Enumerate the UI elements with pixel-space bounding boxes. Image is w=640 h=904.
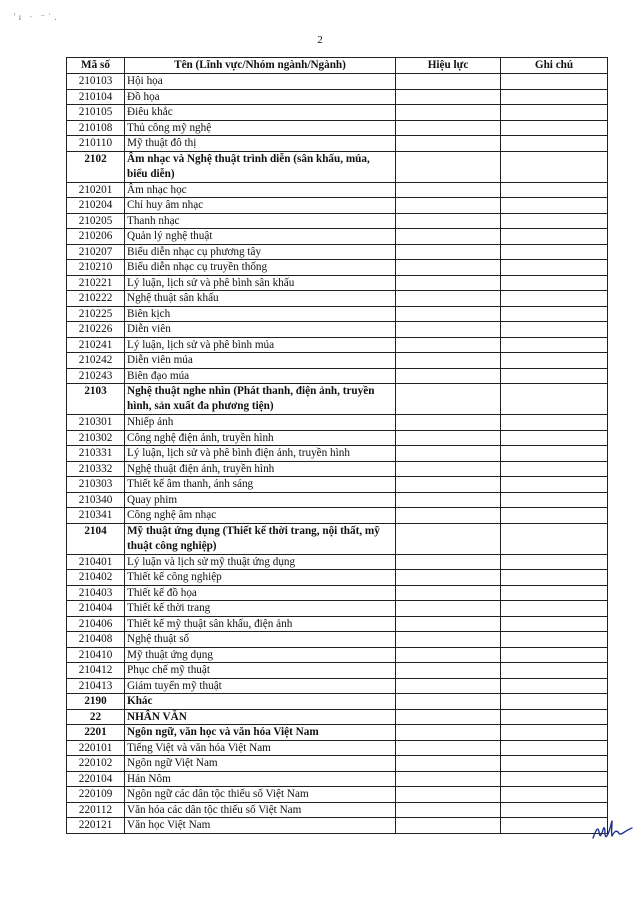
cell-name: Ngôn ngữ Việt Nam [125,756,396,772]
cell-note [501,105,608,121]
classification-table [66,57,608,834]
cell-code: 210410 [67,647,125,663]
table-row [67,570,608,586]
cell-name: Thiết kế đồ họa [125,585,396,601]
cell-code: 210226 [67,322,125,338]
cell-effect [396,198,501,214]
table-row-group [67,151,608,182]
cell-effect [396,771,501,787]
cell-note [501,229,608,245]
cell-code: 210205 [67,213,125,229]
table-row [67,136,608,152]
cell-effect [396,182,501,198]
table-row [67,244,608,260]
cell-note [501,182,608,198]
cell-note [501,508,608,524]
cell-code: 210401 [67,554,125,570]
cell-note [501,244,608,260]
cell-effect [396,120,501,136]
cell-code: 2104 [67,523,125,554]
cell-name: Công nghệ điện ảnh, truyền hình [125,430,396,446]
table-row [67,74,608,90]
cell-name: Nhiếp ảnh [125,415,396,431]
cell-effect [396,740,501,756]
cell-name: Nghệ thuật số [125,632,396,648]
table-row [67,663,608,679]
cell-code: 210341 [67,508,125,524]
table-row [67,260,608,276]
table-row [67,213,608,229]
table-row [67,554,608,570]
cell-effect [396,647,501,663]
cell-note [501,322,608,338]
cell-effect [396,585,501,601]
cell-name: Thiết kế công nghiệp [125,570,396,586]
cell-effect [396,244,501,260]
cell-note [501,694,608,710]
cell-code: 210201 [67,182,125,198]
cell-note [501,213,608,229]
cell-effect [396,446,501,462]
cell-code: 2102 [67,151,125,182]
cell-name: Biểu diễn nhạc cụ phương tây [125,244,396,260]
cell-name: Thiết kế mỹ thuật sân khấu, điện ảnh [125,616,396,632]
cell-note [501,337,608,353]
cell-code: 210105 [67,105,125,121]
cell-code: 210206 [67,229,125,245]
cell-name: Thủ công mỹ nghệ [125,120,396,136]
cell-note [501,771,608,787]
table-body [67,74,608,834]
cell-code: 210340 [67,492,125,508]
table-row [67,229,608,245]
table-row [67,322,608,338]
cell-name: Văn hóa các dân tộc thiểu số Việt Nam [125,802,396,818]
cell-effect [396,275,501,291]
cell-code: 210413 [67,678,125,694]
cell-note [501,136,608,152]
cell-effect [396,430,501,446]
cell-note [501,415,608,431]
table-header-row [67,58,608,74]
cell-effect [396,322,501,338]
table-row [67,740,608,756]
table-row [67,492,608,508]
cell-code: 210242 [67,353,125,369]
cell-code: 220104 [67,771,125,787]
table-row [67,198,608,214]
cell-code: 22 [67,709,125,725]
cell-code: 210210 [67,260,125,276]
header-note: Ghi chú [501,58,608,74]
table-row [67,337,608,353]
cell-code: 2201 [67,725,125,741]
cell-name: Biểu diễn nhạc cụ truyền thống [125,260,396,276]
cell-code: 210331 [67,446,125,462]
cell-code: 210403 [67,585,125,601]
cell-name: Giám tuyển mỹ thuật [125,678,396,694]
cell-note [501,384,608,415]
table-row [67,647,608,663]
table-row [67,601,608,617]
cell-note [501,461,608,477]
cell-code: 220109 [67,787,125,803]
cell-note [501,89,608,105]
cell-code: 210412 [67,663,125,679]
cell-name: Nghệ thuật điện ảnh, truyền hình [125,461,396,477]
table-row [67,508,608,524]
table-row [67,787,608,803]
cell-effect [396,508,501,524]
cell-code: 210103 [67,74,125,90]
cell-effect [396,678,501,694]
cell-note [501,725,608,741]
cell-name: Nghệ thuật nghe nhìn (Phát thanh, điện ảnh, truyền hình, sản xuất đa phương tiện) [125,384,396,415]
cell-effect [396,105,501,121]
cell-effect [396,384,501,415]
cell-name: Biên kịch [125,306,396,322]
cell-note [501,632,608,648]
cell-note [501,430,608,446]
table-row [67,182,608,198]
cell-code: 2103 [67,384,125,415]
cell-effect [396,213,501,229]
cell-note [501,678,608,694]
table-row [67,120,608,136]
cell-effect [396,601,501,617]
cell-effect [396,461,501,477]
table-row-group [67,694,608,710]
cell-effect [396,415,501,431]
cell-note [501,477,608,493]
table-row [67,678,608,694]
cell-code: 220112 [67,802,125,818]
cell-name: Lý luận, lịch sử và phê bình múa [125,337,396,353]
cell-note [501,492,608,508]
cell-note [501,647,608,663]
cell-name: Biên đạo múa [125,368,396,384]
cell-effect [396,694,501,710]
cell-name: Lý luận và lịch sử mỹ thuật ứng dụng [125,554,396,570]
cell-note [501,291,608,307]
cell-code: 210302 [67,430,125,446]
cell-note [501,554,608,570]
table-row [67,105,608,121]
cell-code: 210301 [67,415,125,431]
cell-name: Lý luận, lịch sử và phê bình sân khấu [125,275,396,291]
cell-code: 220102 [67,756,125,772]
cell-name: Thiết kế âm thanh, ánh sáng [125,477,396,493]
table-row-group [67,523,608,554]
cell-name: Mỹ thuật đô thị [125,136,396,152]
cell-name: Phục chế mỹ thuật [125,663,396,679]
cell-note [501,740,608,756]
cell-code: 210222 [67,291,125,307]
cell-effect [396,709,501,725]
cell-name: Mỹ thuật ứng dụng [125,647,396,663]
cell-code: 210110 [67,136,125,152]
table-row [67,415,608,431]
cell-effect [396,725,501,741]
cell-effect [396,353,501,369]
table-row [67,461,608,477]
cell-name: NHÂN VĂN [125,709,396,725]
table-row [67,771,608,787]
cell-name: Đồ họa [125,89,396,105]
cell-name: Khác [125,694,396,710]
cell-note [501,585,608,601]
cell-code: 210241 [67,337,125,353]
cell-effect [396,787,501,803]
cell-effect [396,260,501,276]
cell-code: 210108 [67,120,125,136]
cell-name: Chỉ huy âm nhạc [125,198,396,214]
table-row [67,306,608,322]
cell-note [501,756,608,772]
cell-name: Hội họa [125,74,396,90]
table-row [67,802,608,818]
table-row [67,275,608,291]
cell-note [501,663,608,679]
cell-name: Quay phim [125,492,396,508]
cell-effect [396,136,501,152]
cell-name: Ngôn ngữ, văn học và văn hóa Việt Nam [125,725,396,741]
cell-code: 210204 [67,198,125,214]
table-row [67,632,608,648]
table-row [67,477,608,493]
page-number: 2 [317,34,323,46]
cell-code: 210404 [67,601,125,617]
cell-name: Tiếng Việt và văn hóa Việt Nam [125,740,396,756]
cell-effect [396,151,501,182]
cell-note [501,120,608,136]
cell-code: 210221 [67,275,125,291]
table-row-group [67,709,608,725]
cell-effect [396,616,501,632]
table-row [67,446,608,462]
cell-effect [396,756,501,772]
cell-name: Hán Nôm [125,771,396,787]
corner-marks: 'ı ‧ ⁻ˈ. [14,12,60,22]
cell-note [501,198,608,214]
cell-effect [396,663,501,679]
cell-note [501,446,608,462]
cell-effect [396,554,501,570]
cell-effect [396,492,501,508]
header-name: Tên (Lĩnh vực/Nhóm ngành/Ngành) [125,58,396,74]
cell-effect [396,802,501,818]
cell-effect [396,570,501,586]
cell-effect [396,632,501,648]
cell-effect [396,229,501,245]
header-code: Mã số [67,58,125,74]
table-row [67,430,608,446]
cell-code: 220101 [67,740,125,756]
table-row [67,353,608,369]
cell-name: Ngôn ngữ các dân tộc thiểu số Việt Nam [125,787,396,803]
cell-code: 220121 [67,818,125,834]
cell-note [501,523,608,554]
cell-name: Diễn viên múa [125,353,396,369]
cell-name: Văn học Việt Nam [125,818,396,834]
cell-note [501,151,608,182]
header-effect: Hiệu lực [396,58,501,74]
cell-note [501,275,608,291]
cell-code: 2190 [67,694,125,710]
signature-mark [590,816,634,844]
cell-code: 210207 [67,244,125,260]
cell-note [501,353,608,369]
cell-name: Lý luận, lịch sử và phê bình điện ảnh, truyền hình [125,446,396,462]
cell-note [501,368,608,384]
cell-effect [396,523,501,554]
cell-name: Điêu khắc [125,105,396,121]
cell-note [501,74,608,90]
cell-note [501,601,608,617]
table-row [67,818,608,834]
cell-name: Âm nhạc học [125,182,396,198]
cell-code: 210402 [67,570,125,586]
cell-effect [396,291,501,307]
cell-effect [396,74,501,90]
table-row [67,368,608,384]
cell-name: Công nghệ âm nhạc [125,508,396,524]
cell-effect [396,89,501,105]
cell-name: Thiết kế thời trang [125,601,396,617]
cell-effect [396,337,501,353]
cell-note [501,570,608,586]
table-row-group [67,725,608,741]
table-row [67,89,608,105]
cell-effect [396,818,501,834]
table-row [67,616,608,632]
table-row-group [67,384,608,415]
cell-code: 210303 [67,477,125,493]
table-row [67,756,608,772]
table-row [67,291,608,307]
cell-code: 210406 [67,616,125,632]
cell-name: Diễn viên [125,322,396,338]
cell-code: 210225 [67,306,125,322]
cell-effect [396,306,501,322]
cell-note [501,787,608,803]
cell-name: Quản lý nghệ thuật [125,229,396,245]
cell-name: Nghệ thuật sân khấu [125,291,396,307]
cell-name: Thanh nhạc [125,213,396,229]
cell-note [501,306,608,322]
cell-code: 210104 [67,89,125,105]
cell-effect [396,477,501,493]
cell-note [501,616,608,632]
cell-name: Mỹ thuật ứng dụng (Thiết kế thời trang, nội thất, mỹ thuật công nghiệp) [125,523,396,554]
cell-note [501,260,608,276]
cell-note [501,709,608,725]
cell-code: 210243 [67,368,125,384]
cell-name: Âm nhạc và Nghệ thuật trình diễn (sân khấu, múa, biểu diễn) [125,151,396,182]
cell-effect [396,368,501,384]
cell-code: 210332 [67,461,125,477]
table-row [67,585,608,601]
cell-code: 210408 [67,632,125,648]
